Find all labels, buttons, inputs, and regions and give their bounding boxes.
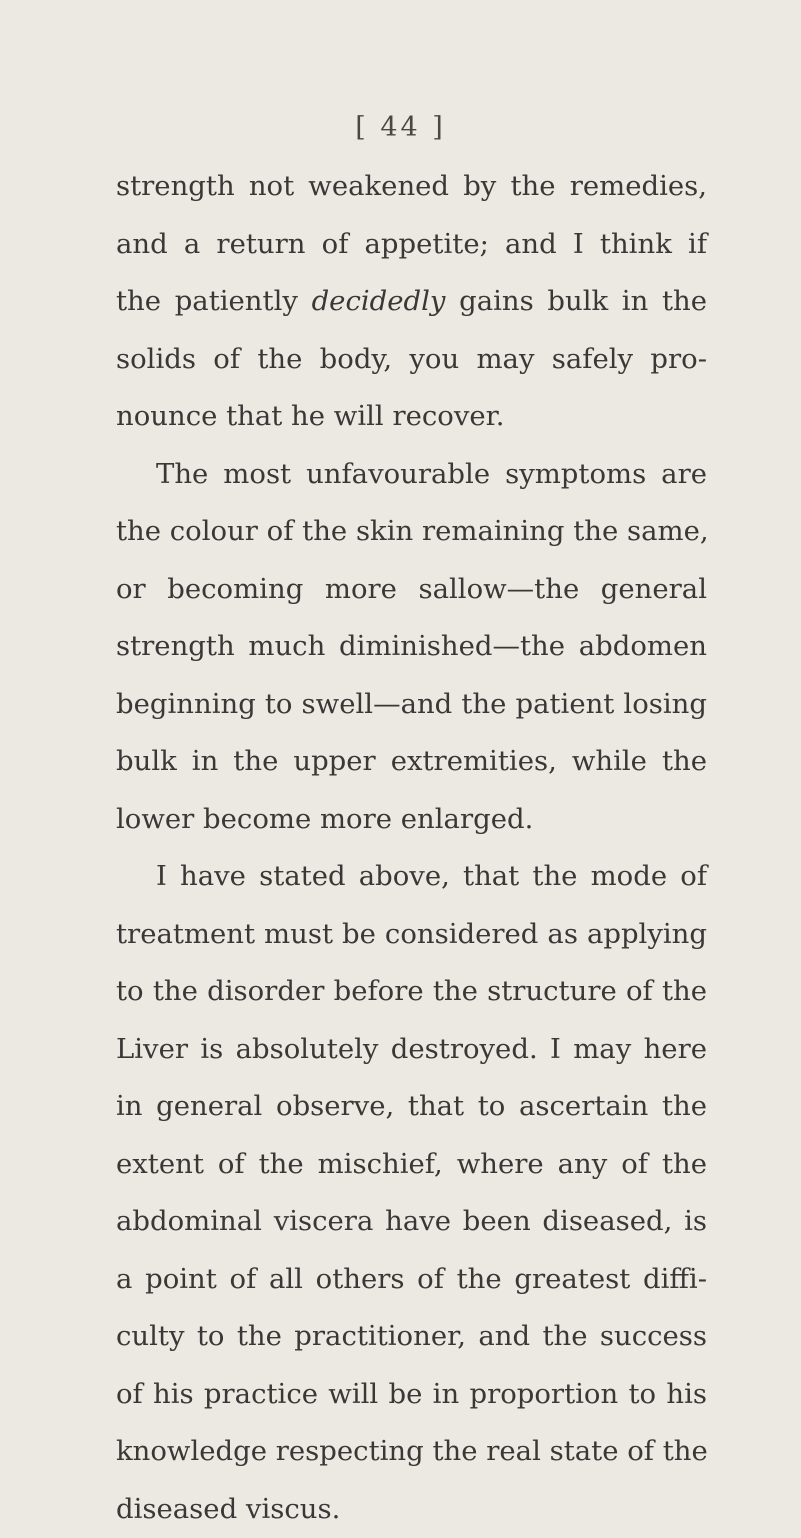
text-line: The most unfavourable symptoms are [116,446,707,504]
text-line: in general observe, that to ascertain the [116,1078,707,1136]
text-line: strength much diminished—the abdomen [116,618,707,676]
text-line: lower become more enlarged. [116,791,707,849]
text-line: and a return of appetite; and I think if [116,216,707,274]
text-line: abdominal viscera have been diseased, is [116,1193,707,1251]
text-line: or becoming more sallow—the general [116,561,707,619]
text-line: Liver is absolutely destroyed. I may here [116,1021,707,1079]
text-line: extent of the mischief, where any of the [116,1136,707,1194]
text-line: I have stated above, that the mode of [116,848,707,906]
italic-word: decidedly [312,285,446,317]
page-number: [ 44 ] [0,112,801,143]
text-line: knowledge respecting the real state of the [116,1423,707,1481]
text-line-with-emphasis [116,273,707,331]
paragraph-1 [116,158,707,446]
text-line: bulk in the upper extremities, while the [116,733,707,791]
text-segment: gains bulk in the [445,285,707,317]
text-line: culty to the practitioner, and the success [116,1308,707,1366]
body-text [0,158,801,1538]
text-line: a point of all others of the greatest diffi- [116,1251,707,1309]
text-segment: the patiently [116,285,312,317]
text-line: diseased viscus. [116,1481,707,1538]
text-line: solids of the body, you may safely pro- [116,331,707,389]
text-line: of his practice will be in proportion to his [116,1366,707,1424]
paragraph-3 [116,848,707,1538]
text-line: treatment must be considered as applying [116,906,707,964]
text-line: to the disorder before the structure of the [116,963,707,1021]
paragraph-2 [116,446,707,849]
text-line: nounce that he will recover. [116,388,707,446]
text-line: beginning to swell—and the patient losing [116,676,707,734]
text-line: strength not weakened by the remedies, [116,158,707,216]
text-line: the colour of the skin remaining the same, [116,503,707,561]
